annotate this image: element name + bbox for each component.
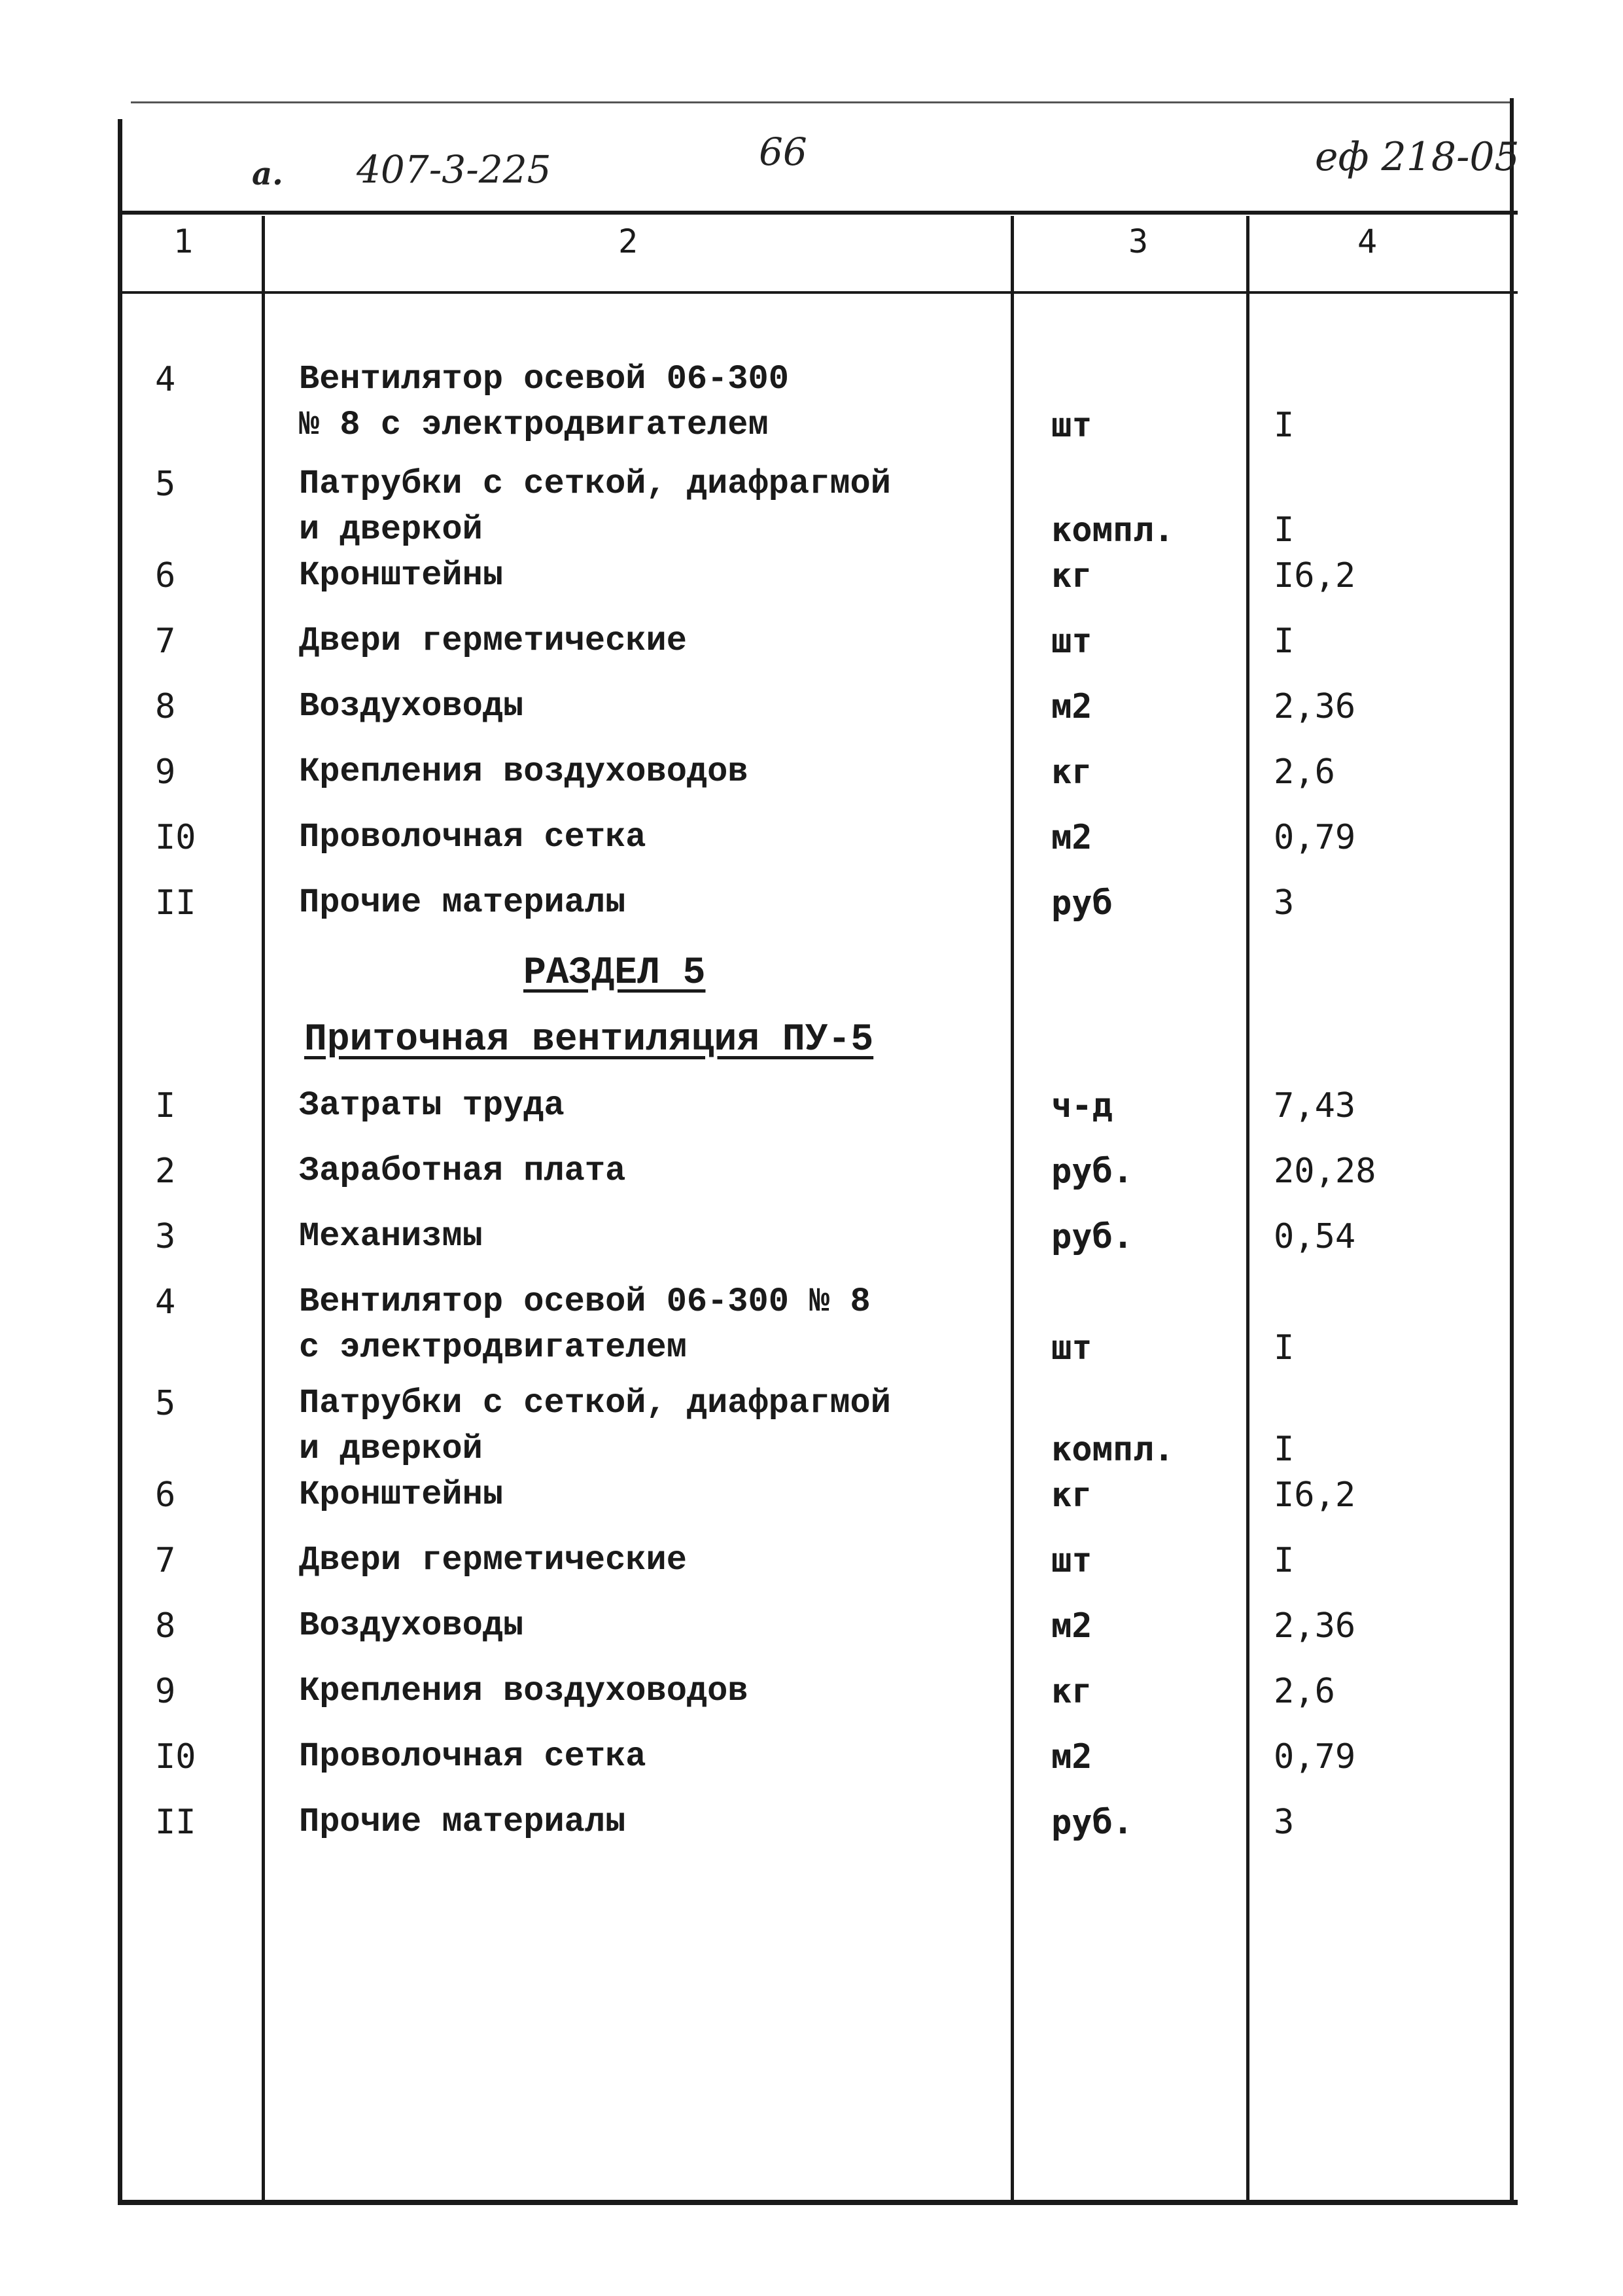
item-name-line: Проволочная сетка [299, 1737, 646, 1776]
table-row [122, 1799, 1509, 1845]
column-header-separator [118, 291, 1518, 294]
item-name-line: Затраты труда [299, 1086, 565, 1125]
unit: кг [1051, 1475, 1092, 1515]
table-row [122, 684, 1509, 730]
table-row [122, 1381, 1509, 1472]
unit: шт [1051, 1541, 1092, 1580]
item-name [299, 1279, 871, 1371]
item-name [299, 1381, 891, 1472]
row-number: 5 [155, 1384, 176, 1423]
row-number: 8 [155, 687, 176, 726]
drawing-code: еф 218-05 [1315, 134, 1520, 180]
right-border-line [1510, 98, 1514, 2205]
item-name-line: № 8 с электродвигателем [299, 406, 769, 444]
item-name-line: Заработная плата [299, 1152, 626, 1190]
table-row [122, 815, 1509, 860]
quantity: 0,79 [1274, 1737, 1356, 1776]
row-number: 3 [155, 1217, 176, 1256]
unit: компл. [1051, 1430, 1174, 1469]
row-number: I0 [155, 1737, 196, 1776]
table-row [122, 1669, 1509, 1714]
row-number: 4 [155, 1282, 176, 1322]
unit: м2 [1051, 818, 1092, 857]
column-number-4: 4 [1357, 222, 1378, 260]
quantity: I6,2 [1274, 1475, 1356, 1515]
item-name-line: Двери герметические [299, 1541, 687, 1580]
column-number-1: 1 [173, 222, 194, 260]
row-number: I0 [155, 818, 196, 857]
item-name-line: Вентилятор осевой 06-300 [299, 360, 789, 398]
item-name [299, 357, 789, 448]
row-number: 7 [155, 622, 176, 661]
page-number: 66 [759, 130, 807, 174]
subsection-title: Приточная вентиляция ПУ-5 [304, 1019, 874, 1061]
quantity: 0,79 [1274, 818, 1356, 857]
item-name [299, 461, 891, 553]
item-name-line: и дверкой [299, 1430, 483, 1468]
unit: м2 [1051, 687, 1092, 726]
item-name [299, 1472, 503, 1518]
unit: компл. [1051, 510, 1174, 550]
item-name-line: Прочие материалы [299, 883, 626, 922]
row-number: 5 [155, 465, 176, 504]
table-row [122, 1734, 1509, 1780]
unit: м2 [1051, 1606, 1092, 1646]
quantity: 2,6 [1274, 752, 1335, 792]
item-name-line: Прочие материалы [299, 1803, 626, 1841]
unit: кг [1051, 752, 1092, 792]
quantity: 2,36 [1274, 687, 1356, 726]
unit: ч-д [1051, 1086, 1113, 1125]
quantity: I [1274, 1430, 1295, 1469]
row-number: II [155, 1803, 196, 1842]
item-name-line: Патрубки с сеткой, диафрагмой [299, 1384, 891, 1422]
table-row [122, 749, 1509, 795]
table-row [122, 461, 1509, 553]
item-name [299, 1083, 565, 1129]
item-name [299, 553, 503, 599]
table-row [122, 1083, 1509, 1129]
unit: шт [1051, 1328, 1092, 1368]
item-name-line: Вентилятор осевой 06-300 № 8 [299, 1282, 871, 1321]
table-row [122, 618, 1509, 664]
table-row [122, 1214, 1509, 1260]
item-name-line: Крепления воздуховодов [299, 1672, 748, 1710]
item-name [299, 815, 646, 860]
top-border-line [131, 101, 1511, 103]
item-name [299, 1669, 748, 1714]
quantity: 3 [1274, 883, 1295, 923]
row-number: 9 [155, 1672, 176, 1711]
unit: руб [1051, 883, 1113, 923]
unit: шт [1051, 406, 1092, 445]
item-name [299, 1799, 625, 1845]
row-number: 7 [155, 1541, 176, 1580]
table-row [122, 1279, 1509, 1371]
table-row [122, 1603, 1509, 1649]
item-name-line: Кронштейны [299, 556, 504, 595]
item-name-line: Патрубки с сеткой, диафрагмой [299, 465, 891, 503]
quantity: I [1274, 622, 1295, 661]
item-name-line: Воздуховоды [299, 1606, 524, 1645]
unit: м2 [1051, 1737, 1092, 1776]
item-name-line: Проволочная сетка [299, 818, 646, 857]
quantity: 7,43 [1274, 1086, 1356, 1125]
unit: руб. [1051, 1803, 1134, 1842]
item-name [299, 1214, 483, 1260]
quantity: 20,28 [1274, 1152, 1376, 1191]
row-number: 2 [155, 1152, 176, 1191]
quantity: 2,6 [1274, 1672, 1335, 1711]
column-number-3: 3 [1128, 222, 1149, 260]
table-row [122, 1148, 1509, 1194]
item-name [299, 749, 748, 795]
item-name [299, 1734, 646, 1780]
unit: шт [1051, 622, 1092, 661]
row-number: I [155, 1086, 176, 1125]
item-name [299, 684, 523, 730]
quantity: 3 [1274, 1803, 1295, 1842]
item-name-line: Кронштейны [299, 1475, 504, 1514]
table-row [122, 1472, 1509, 1518]
row-number: 6 [155, 556, 176, 595]
item-name-line: с электродвигателем [299, 1328, 687, 1367]
section-title: РАЗДЕЛ 5 [523, 952, 706, 995]
bottom-border-line [118, 2200, 1518, 2205]
unit: кг [1051, 556, 1092, 595]
column-number-2: 2 [618, 222, 638, 260]
item-name [299, 1603, 523, 1649]
table-row [122, 880, 1509, 926]
quantity: I [1274, 1328, 1295, 1368]
row-number: II [155, 883, 196, 923]
header-separator [118, 211, 1518, 215]
quantity: I [1274, 510, 1295, 550]
item-name-line: и дверкой [299, 510, 483, 549]
item-name-line: Крепления воздуховодов [299, 752, 748, 791]
row-number: 4 [155, 360, 176, 399]
item-name-line: Механизмы [299, 1217, 483, 1256]
quantity: I6,2 [1274, 556, 1356, 595]
row-number: 8 [155, 1606, 176, 1646]
quantity: I [1274, 406, 1295, 445]
table-row [122, 553, 1509, 599]
document-prefix: а. [252, 156, 283, 192]
item-name [299, 618, 687, 664]
table-row [122, 1538, 1509, 1583]
unit: руб. [1051, 1217, 1134, 1256]
item-name [299, 1538, 687, 1583]
item-name-line: Воздуховоды [299, 687, 524, 726]
quantity: 2,36 [1274, 1606, 1356, 1646]
row-number: 9 [155, 752, 176, 792]
row-number: 6 [155, 1475, 176, 1515]
unit: руб. [1051, 1152, 1134, 1191]
item-name [299, 1148, 625, 1194]
item-name [299, 880, 625, 926]
unit: кг [1051, 1672, 1092, 1711]
document-number: 407-3-225 [357, 147, 551, 192]
quantity: I [1274, 1541, 1295, 1580]
quantity: 0,54 [1274, 1217, 1356, 1256]
table-row [122, 357, 1509, 448]
item-name-line: Двери герметические [299, 622, 687, 660]
left-border-line [118, 119, 122, 2205]
